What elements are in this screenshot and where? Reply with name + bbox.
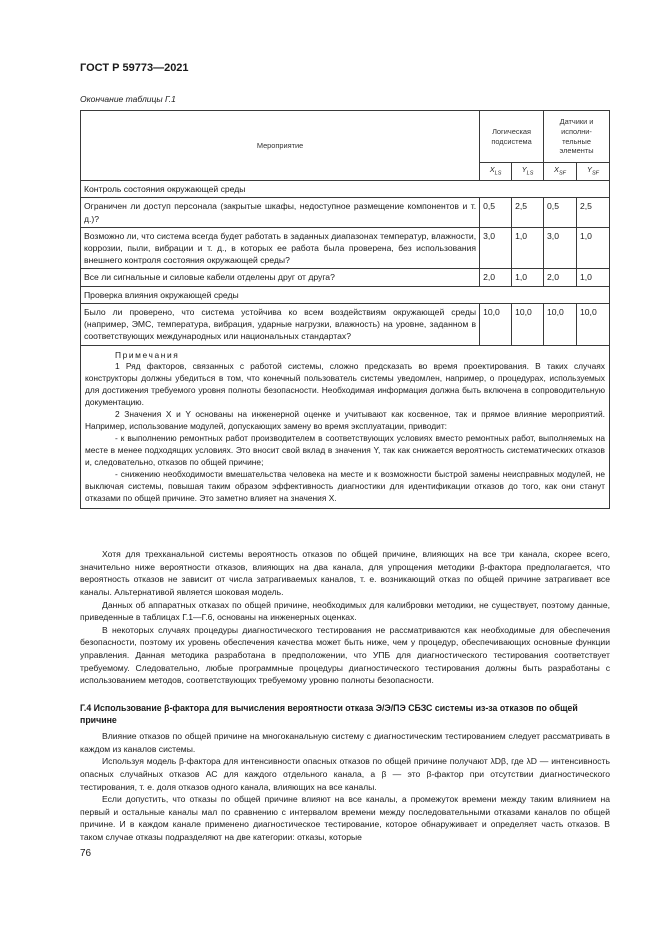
notes-title: Примечания [115, 349, 180, 360]
value-y-sf: 1,0 [577, 227, 610, 269]
measures-table [80, 110, 610, 509]
header-x-ls: $X_{LS}$ [480, 163, 512, 181]
document-code: ГОСТ Р 59773—2021 [80, 62, 189, 74]
table-row [81, 269, 610, 286]
value-x-sf: 0,5 [544, 198, 577, 227]
value-y-sf: 2,5 [577, 198, 610, 227]
paragraph: Данных об аппаратных отказах по общей причине, необходимых для калибровки методики, не существует, поэтому данные, приведенные в таблицах Г.1—Г.6, основаны на инженерных оценках. [80, 599, 610, 623]
value-x-sf: 2,0 [544, 269, 577, 286]
value-y-sf: 10,0 [577, 303, 610, 345]
row-text: Все ли сигнальные и силовые кабели отделены друг от друга? [81, 269, 480, 286]
section-heading: Г.4 Использование β-фактора для вычисления вероятности отказа Э/Э/ПЭ СБЗС системы из-за отказов по общей причине [80, 703, 578, 726]
value-x-sf: 10,0 [544, 303, 577, 345]
table-notes-row [81, 345, 610, 509]
section-title: Контроль состояния окружающей среды [81, 181, 610, 198]
row-text: Ограничен ли доступ персонала (закрытые шкафы, недоступное размещение компонентов и т. д.)? [81, 198, 480, 227]
value-x-ls: 2,0 [480, 269, 512, 286]
value-y-ls: 1,0 [512, 269, 544, 286]
header-y-ls: $Y_{LS}$ [512, 163, 544, 181]
header-x-sf: $X_{SF}$ [544, 163, 577, 181]
note-2: 2 Значения X и Y основаны на инженерной оценке и учитывают как косвенное, так и прямое влияние мероприятий. Например, использование модулей, допускающих замену во время эксплуатации, приводит: [85, 409, 605, 432]
value-y-ls: 2,5 [512, 198, 544, 227]
header-logic-subsystem: Логическая подсистема [480, 111, 544, 163]
note-2-item-b: - снижению необходимости вмешательства человека на месте и к возможности быстрой замены неисправных модулей, не выключая системы, повышая таким образом эффективность диагностики для идентификации отказов до того, как они станут отказами по общей причине. Это заметно влияет на значения X. [85, 468, 605, 503]
value-x-ls: 0,5 [480, 198, 512, 227]
page-number: 76 [80, 848, 92, 859]
paragraph: Используя модель β-фактора для интенсивности опасных отказов по общей причине получают λDβ, где λD — интенсивность опасных случайных отказов АС для каждого отдельного канала, а β — это β-фактор при отсутствии диагностического тестирования, т. е. доля отказов одного канала, влияющих на все каналы. [80, 756, 610, 792]
table-row [81, 227, 610, 269]
row-text: Возможно ли, что система всегда будет работать в заданных диапазонах температур, влажности, коррозии, пыли, вибрации и т. д., в которых ее работа была проверена, без использования внешнего контроля состояния окружающей среды? [81, 227, 480, 269]
header-measure: Мероприятие [81, 111, 480, 181]
table-row [81, 198, 610, 227]
value-x-ls: 10,0 [480, 303, 512, 345]
value-y-ls: 10,0 [512, 303, 544, 345]
value-y-ls: 1,0 [512, 227, 544, 269]
body-paragraphs-top [80, 548, 610, 687]
table-row-section [81, 181, 610, 198]
value-x-sf: 3,0 [544, 227, 577, 269]
note-2-item-a: - к выполнению ремонтных работ производителем в соответствующих условиях вместо ремонтных работ, выполняемых на месте в менее подходящих условиях. Это вносит свой вклад в значения Y, так как снижается вероятность систематических отказов и, следовательно, отказов по общей причине; [85, 432, 605, 467]
section-title: Проверка влияния окружающей среды [81, 286, 610, 303]
row-text: Было ли проверено, что система устойчива ко всем воздействиям окружающей среды (например, ЭМС, температура, вибрация, ударные нагрузки, влажность) на уровне, заданном в соответствующих международных или национальных стандартах? [81, 303, 480, 345]
header-sensors: Датчики и исполни-тельные элементы [544, 111, 610, 163]
body-paragraphs-bottom [80, 730, 610, 844]
table-row-section [81, 286, 610, 303]
value-y-sf: 1,0 [577, 269, 610, 286]
value-x-ls: 3,0 [480, 227, 512, 269]
paragraph: Если допустить, что отказы по общей причине влияют на все каналы, а промежуток времени между таким влиянием на первый и остальные каналы мал по сравнению с интервалом времени между последовательными отказами каналов по общей причине. И в каждом канале применено диагностическое тестирование, которое обнаруживает и определяет часть отказов. В таком случае отказы подразделяют на две категории: отказы, которые [80, 794, 610, 842]
paragraph: Влияние отказов по общей причине на многоканальную систему с диагностическим тестированием следует рассматривать в каждом из каналов системы. [80, 731, 610, 754]
table-caption: Окончание таблицы Г.1 [80, 94, 176, 104]
table-row [81, 303, 610, 345]
paragraph: Хотя для трехканальной системы вероятность отказов по общей причине, влияющих на все три канала, скорее всего, значительно ниже вероятности отказов, влияющих на два канала, для упрощения методики β-фактора предполагается, что вероятность отказов не зависит от числа затрагиваемых каналов, т. е. возникающий отказ по общей причине затрагивает все каналы. Альтернативой является шоковая модель. [80, 549, 610, 597]
table-notes [81, 345, 610, 509]
note-1: 1 Ряд факторов, связанных с работой системы, сложно предсказать во время проектирования. В таких случаях конструкторы должны убедиться в том, что конечный пользователь системы уведомлен, например, о процедурах, используемых для достижения требуемого уровня полноты безопасности. Необходимая информация должна быть включена в сопроводительную документацию. [85, 361, 605, 408]
header-y-sf: $Y_{SF}$ [577, 163, 610, 181]
paragraph: В некоторых случаях процедуры диагностического тестирования не рассматриваются как необходимые для обеспечения безопасности, поэтому их уровень обеспечения качества может быть ниже, чем у процедур, обеспечивающих основные функции управления. Данная методика разработана в предположении, что УПБ для диагностического тестирования соответствует требуемому. Следовательно, любые программные процедуры диагностического тестирования должны быть разработаны с использованием методов, соответствующих требуемому уровню полноты безопасности. [80, 624, 610, 686]
